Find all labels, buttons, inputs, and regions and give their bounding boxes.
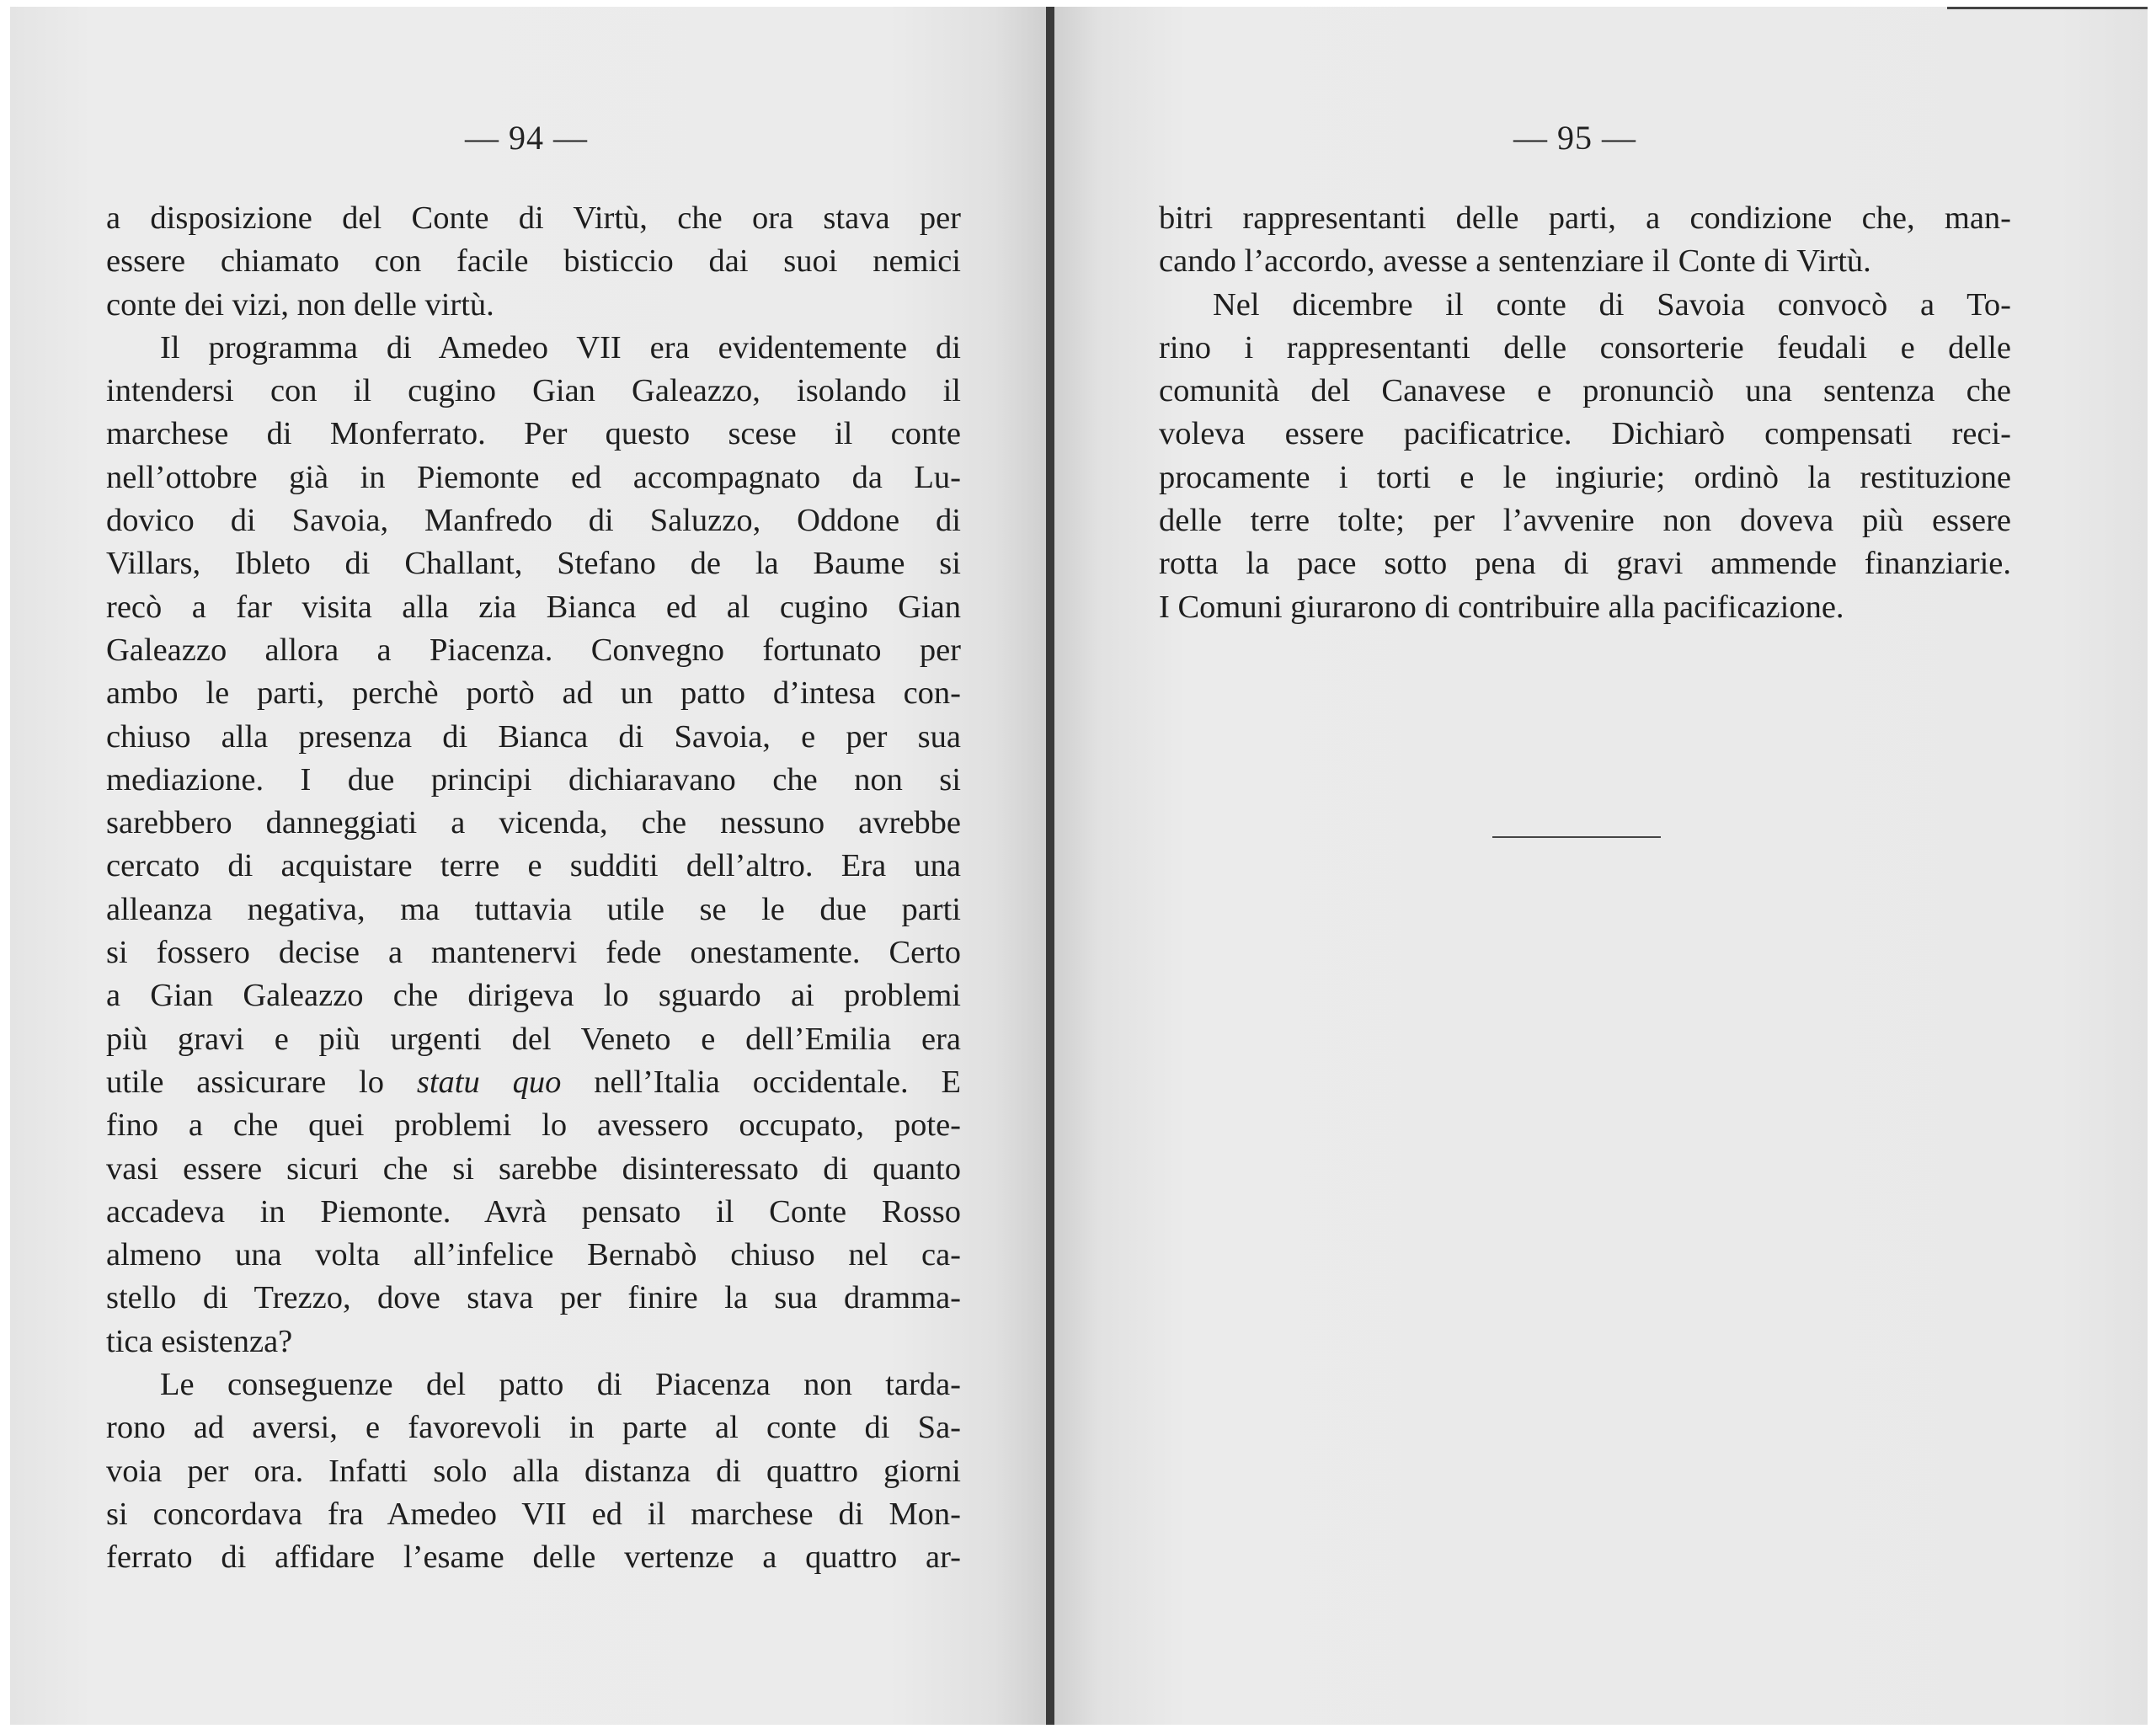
text-line: accadeva in Piemonte. Avrà pensato il Conte Rosso xyxy=(106,1193,961,1230)
page-number: — 94 — xyxy=(465,119,588,157)
text-line: rono ad aversi, e favorevoli in parte al conte di Sa- xyxy=(106,1410,961,1446)
text-line: essere chiamato con facile bisticcio dai suoi nemici xyxy=(106,243,961,280)
text-line xyxy=(106,1061,961,1104)
text-segment: utile assicurare lo xyxy=(106,1064,384,1100)
text-line: conte dei vizi, non delle virtù. xyxy=(106,286,494,323)
text-line: Nel dicembre il conte di Savoia convocò a To- xyxy=(1213,286,2011,323)
page-edge xyxy=(1947,7,2148,9)
text-line: mediazione. I due principi dichiaravano che non si xyxy=(106,761,961,798)
book-gutter xyxy=(1046,7,1054,1725)
text-line: chiuso alla presenza di Bianca di Savoia, e per sua xyxy=(106,718,961,755)
text-line: sarebbero danneggiati a vicenda, che nessuno avrebbe xyxy=(106,805,961,841)
text-line: si fossero decise a mantenervi fede onestamente. Certo xyxy=(106,935,961,971)
text-line: almeno una volta all’infelice Bernabò chiuso nel ca- xyxy=(106,1237,961,1273)
text-line: a disposizione del Conte di Virtù, che ora stava per xyxy=(106,200,961,236)
text-segment: nell’Italia occidentale. E xyxy=(594,1064,961,1100)
text-line: dovico di Savoia, Manfredo di Saluzzo, Oddone di xyxy=(106,503,961,539)
text-line: ambo le parti, perchè portò ad un patto d’intesa con- xyxy=(106,675,961,712)
text-line: rino i rappresentanti delle consorterie feudali e delle xyxy=(1159,329,2011,365)
book-spread xyxy=(10,7,2148,1725)
text-line: voleva essere pacificatrice. Dichiarò compensati reci- xyxy=(1159,416,2011,452)
text-line: delle terre tolte; per l’avvenire non doveva più essere xyxy=(1159,503,2011,539)
text-line: vasi essere sicuri che si sarebbe disinteressato di quanto xyxy=(106,1150,961,1187)
text-line: comunità del Canavese e pronunciò una sentenza che xyxy=(1159,373,2011,409)
text-line: cercato di acquistare terre e sudditi dell’altro. Era una xyxy=(106,848,961,884)
text-line: Il programma di Amedeo VII era evidentemente di xyxy=(160,329,961,365)
text-line: nell’ottobre già in Piemonte ed accompagnato da Lu- xyxy=(106,459,961,495)
text-line: fino a che quei problemi lo avessero occupato, pote- xyxy=(106,1107,961,1144)
page-number: — 95 — xyxy=(1513,119,1636,157)
right-page xyxy=(1054,7,2148,1725)
left-page xyxy=(10,7,1046,1725)
text-line: più gravi e più urgenti del Veneto e dell’Emilia era xyxy=(106,1021,961,1057)
text-line: alleanza negativa, ma tuttavia utile se le due parti xyxy=(106,891,961,927)
text-line: intendersi con il cugino Gian Galeazzo, isolando il xyxy=(106,373,961,409)
text-line: cando l’accordo, avesse a sentenziare il Conte di Virtù. xyxy=(1159,243,1871,280)
text-line: Villars, Ibleto di Challant, Stefano de la Baume si xyxy=(106,546,961,582)
text-line: procamente i torti e le ingiurie; ordinò la restituzione xyxy=(1159,459,2011,495)
text-line: marchese di Monferrato. Per questo scese il conte xyxy=(106,416,961,452)
text-line: recò a far visita alla zia Bianca ed al cugino Gian xyxy=(106,589,961,625)
text-line: rotta la pace sotto pena di gravi ammende finanziarie. xyxy=(1159,546,2011,582)
text-line: Galeazzo allora a Piacenza. Convegno fortunato per xyxy=(106,632,961,668)
text-line: bitri rappresentanti delle parti, a condizione che, man- xyxy=(1159,200,2011,236)
text-line: voia per ora. Infatti solo alla distanza di quattro giorni xyxy=(106,1453,961,1489)
body-text xyxy=(106,197,961,1580)
text-line: I Comuni giurarono di contribuire alla pacificazione. xyxy=(1159,589,1844,625)
italic-phrase: statu quo xyxy=(416,1064,562,1100)
text-line: si concordava fra Amedeo VII ed il marchese di Mon- xyxy=(106,1496,961,1532)
text-line: ferrato di affidare l’esame delle vertenze a quattro ar- xyxy=(106,1539,961,1576)
section-divider xyxy=(1492,836,1661,838)
body-text xyxy=(1159,197,2011,629)
text-line: stello di Trezzo, dove stava per finire la sua dramma- xyxy=(106,1280,961,1316)
text-line: tica esistenza? xyxy=(106,1323,293,1359)
text-line: Le conseguenze del patto di Piacenza non tarda- xyxy=(160,1367,961,1403)
text-line: a Gian Galeazzo che dirigeva lo sguardo ai problemi xyxy=(106,978,961,1014)
